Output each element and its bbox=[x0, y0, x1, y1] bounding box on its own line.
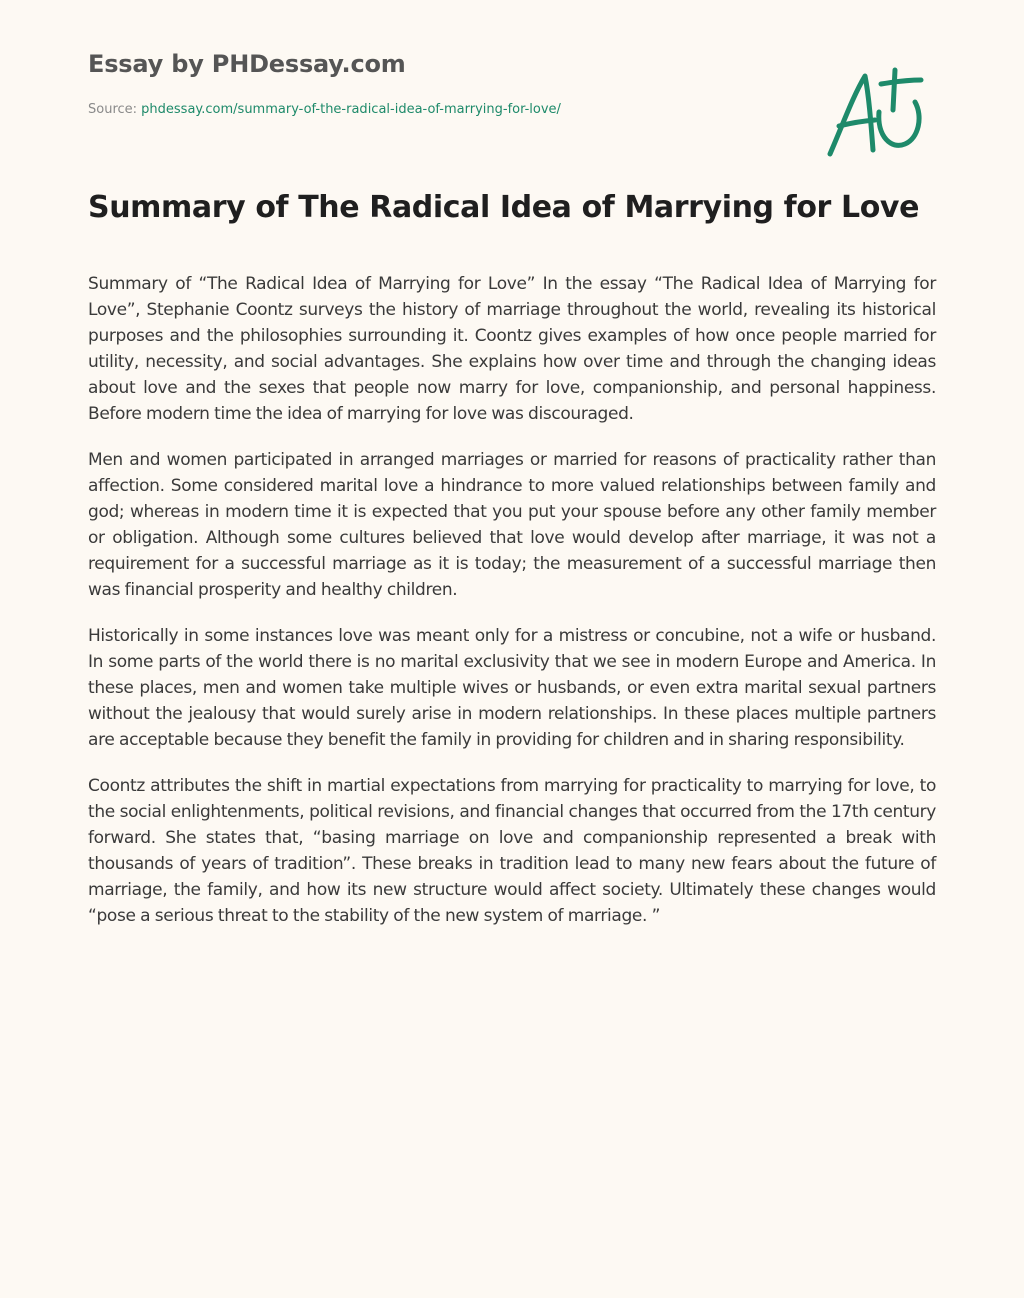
source-line bbox=[88, 102, 561, 117]
a-plus-logo-icon bbox=[825, 66, 925, 158]
page-title: Summary of The Radical Idea of Marrying for Love bbox=[88, 190, 920, 225]
paragraph-2: Men and women participated in arranged marriages or married for reasons of practicality rather than affection. Some considered marital love a hindrance to more valued relationships between family and god; whereas in modern time it is expected that you put your spouse before any other family member or obligation. Although some cultures believed that love would develop after marriage, it was not a requirement for a successful marriage as it is today; the measurement of a successful marriage then was financial prosperity and healthy children. bbox=[88, 450, 936, 600]
essay-body bbox=[88, 271, 936, 949]
source-label: Source: bbox=[88, 102, 142, 117]
paragraph-1: Summary of “The Radical Idea of Marrying for Love” In the essay “The Radical Idea of Marrying for Love”, Stephanie Coontz surveys the history of marriage throughout the world, revealing its historical purposes and the philosophies surrounding it. Coontz gives examples of how once people married for utility, necessity, and social advantages. She explains how over time and through the changing ideas about love and the sexes that people now marry for love, companionship, and personal happiness. Before modern time the idea of marrying for love was discouraged. bbox=[88, 274, 936, 424]
paragraph-4: Coontz attributes the shift in martial expectations from marrying for practicality to marrying for love, to the social enlightenments, political revisions, and financial changes that occurred from the 17th century forward. She states that, “basing marriage on love and companionship represented a break with thousands of years of tradition”. These breaks in tradition lead to many new fears about the future of marriage, the family, and how its new structure would affect society. Ultimately these changes would “pose a serious threat to the stability of the new system of marriage. ” bbox=[88, 776, 936, 926]
paragraph-3: Historically in some instances love was meant only for a mistress or concubine, not a wife or husband. In some parts of the world there is no marital exclusivity that we see in modern Europe and America. In these places, men and women take multiple wives or husbands, or even extra marital sexual partners without the jealousy that would surely arise in modern relationships. In these places multiple partners are acceptable because they benefit the family in providing for children and in sharing responsibility. bbox=[88, 626, 936, 750]
source-link[interactable]: phdessay.com/summary-of-the-radical-idea-of-marrying-for-love/ bbox=[141, 102, 561, 117]
site-brand[interactable]: Essay by PHDessay.com bbox=[88, 50, 406, 78]
